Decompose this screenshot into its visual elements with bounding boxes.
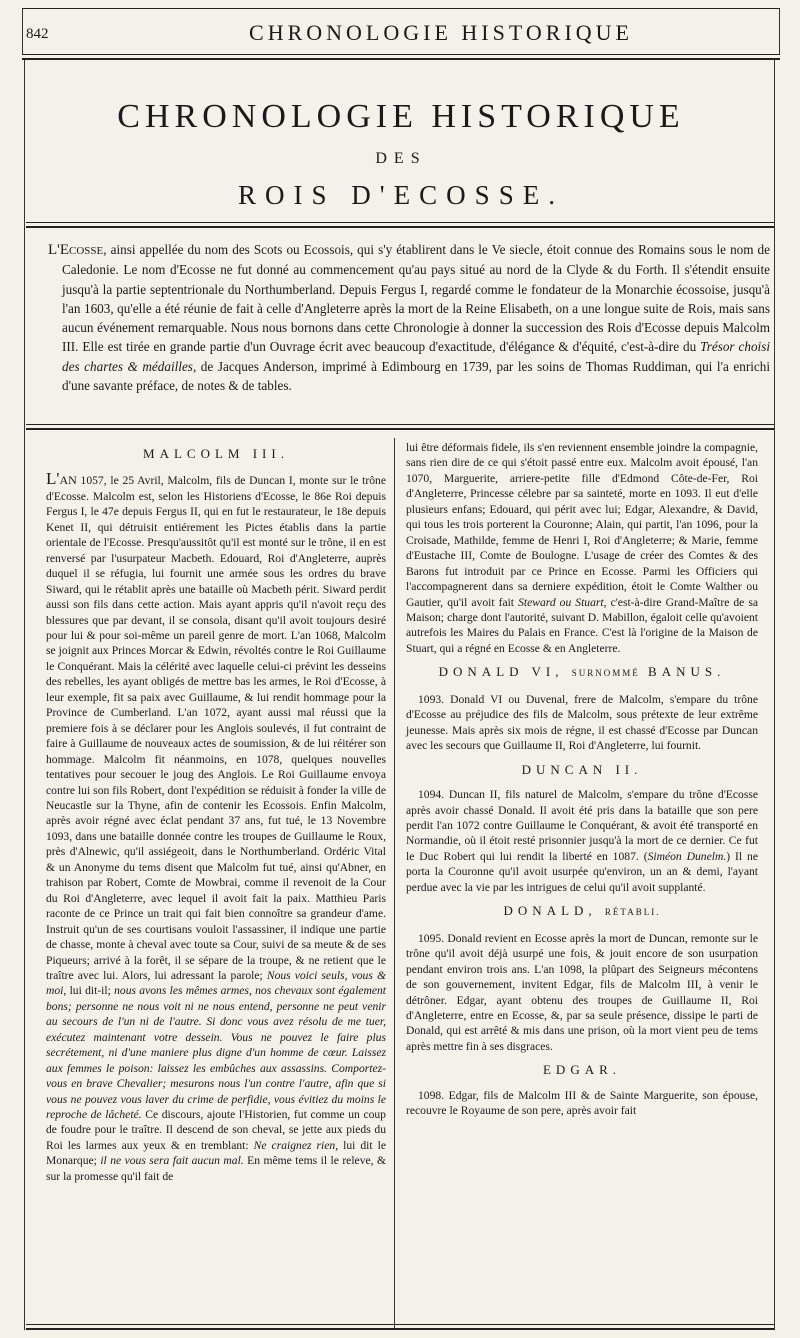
intro-text: , ainsi appellée du nom des Scots ou Ecossois, qui s'y établirent dans le Ve siecle, étoit connue des Romains sous le nom de Caledonie. Le nom d'Ecosse ne fut donné au commencement qu'au pays situé au nord de la Clyde & du Forth. Il s'étendit ensuite jusqu'à la partie septentrionale du Northumberland. Depuis Fergus I, regardé comme le fondateur de la Monarchie écossoise, jusqu'à l'an 1603, qu'elle a été réunie de fait à celle d'Angleterre après la mort de la Reine Elisabeth, on a une longue suite de Rois, mais sans aucun événement remarquable. Nous nous bornons dans cette Chronologie à donner la succession des Rois d'Ecosse depuis Malcolm III. Elle est tirée en grande partie d'un Ouvrage écrit avec beaucoup d'exactitude, d'élégance & d'équité, c'est-à-dire du — [62, 242, 770, 355]
text: ) Il ne porta la Couronne qu'il avoit usurpée qu'environ, un an & demi, l'ayant perdue avec la vie par les intrigues de celui qu'il avoit supplanté. — [406, 849, 758, 894]
frame-left — [24, 60, 25, 1330]
quote: nous avons les mêmes armes, nos chevaux sont également bons; personne ne nous voit ni ne nous entend, personne ne peut venir au secours de l'un ni de l'autre. Si donc vous avez résolu de me tuer, exécutez maintenant votre dessein. Vous ne pouvez le faire plus secrétement, ni d'une maniere plus digne d'un homme de cœur. Laissez aux femmes le poison: laissez les embûches aux assassins. Comportez-vous en brave Chevalier; mesurons nous l'un contre l'autre, afin que si vous ne pouvez vous laver du crime de perfidie, vous évitiez du moins le reproche de lâcheté. — [46, 984, 386, 1122]
header-rule — [22, 54, 780, 60]
heading-text: DONALD, — [503, 903, 597, 919]
quote: il ne vous sera fait aucun mal. — [100, 1154, 244, 1168]
text: lui être déformais fidele, ils s'en reviennent ensemble joindre la compagnie, sans rien dire de ce qui s'étoit passé entre eux. Malcolm avoit épousé, l'an 1070, Marguerite, arriere-petite fille d'Edmond Côte-de-Fer, Roi d'Angleterre, Princesse célebre par sa sainteté, morte en 1093. Il eut d'elle plusieurs enfans; Edouard, qui périt avec lui; Edgar, Alexandre, & David, qui tous les trois porterent la Couronne; Alain, qui partit, l'an 1096, pour la Croisade, Mathilde, femme de Henri I, Roi d'Angleterre; & Marie, femme d'Eustache III, Comte de Boulogne. L'usage de créer des Comtes & des Barons fut introduit par ce Prince en Ecosse. Parmi les Officiers qui l'accompagnerent dans sa derniere expédition, étoit le Comte Walther ou Gautier, qu'il avoit fait — [406, 441, 758, 609]
text: 1057, le 25 Avril, Malcolm, fils de Duncan I, monte sur le trône d'Ecosse. Malcolm est, selon les Historiens d'Ecosse, le 86e Roi depuis Fergus I, le 47e depuis Fergus II, qui en fut le restaurateur, le 18e depuis Kenet II, qui détruisit entiérement les Pictes établis dans la partie orientale de l'Ecosse. Presqu'aussitôt qu'il est monté sur le trône, il en est renversé par l'usurpateur Macbeth. Edouard, Roi d'Angleterre, auprès duquel il se réfugia, lui fournit une armée sous les ordres du brave Siward, qui le rétablit après une bataille où Macbeth périt. Siward perdit aussi son fils dans cette action. Mais ayant appris qu'il n'avoit reçu des blessures que par devant, il se consola, disant qu'il avoit toujours desiré pour lui & pour soi-même un pareil genre de mort. L'an 1068, Malcolm se joignit aux Princes Morcar & Edwin, révoltés contre le Roi Guillaume le Conquérant. Mais la célérité avec laquelle celui-ci prévint les desseins des rebelles, les ayant obligés de mettre bas les armes, le Roi d'Ecosse, à leur exemple, fit sa paix avec Guillaume, & lui rendit hommage pour la Province de Cumberland. L'an 1072, ayant aussi mal réussi que la premiere fois à se déclarer pour les Anglois soulevés, il fut contraint de faire à Guillaume de nouveaux actes de soumission, & de lui réitérer son hommage. Malcolm fit néanmoins, en 1078, quelques nouvelles tentatives pour secouer le joug des Anglois. Le Roi Guillaume envoya contre lui son fils Robert, dont l'expédition se réduisit à fonder la ville de Neucastle sur la Thyne, afin de contenir les Ecossois. Enfin Malcolm, après avoir régné avec éclat pendant 37 ans, fut tué, le 13 Novembre 1093, dans une bataille donnée contre les troupes de Guillaume le Roux, près d'Alnewic, qu'il assiégeoit, dans le Northumberland. Ordéric Vital & un Anonyme du tems disent que Malcolm fut tué, ainsi qu'Abner, en trahison par Robert, Comte de Mowbrai, comme il revenoit de la Cour du Roi d'Angleterre, avec lequel il avoit fait la paix. Matthieu Paris raconte de ce Prince un trait qui fait bien connoître sa grandeur d'ame. Instruit qu'un de ses courtisans vouloit l'assassiner, il indique une partie de chasse, monte à cheval avec toute sa Cour, suivi de sa meute & de ses Piqueurs; arrivé à la forêt, il se sépare de la troupe, & ne retient que le traître avec lui. Alors, lui adressant la parole; — [46, 474, 386, 982]
frame-right — [774, 60, 775, 1330]
text: 1094. Duncan II, fils naturel de Malcolm, s'empare du trône d'Ecosse après avoir chassé Donald. Il avoit été pris dans la bataille que son pere perdit l'an 1072 contre Guillaume le Conquérant, & avoit été transporté en Normandie, où il étoit resté prisonnier jusqu'à la mort de ce dernier. Ce fut le Duc Robert qui lui rendit la liberté en 1087. ( — [406, 788, 758, 863]
quote: Ne craignez rien — [253, 1138, 336, 1152]
donald-paragraph: 1093. Donald VI ou Duvenal, frere de Malcolm, s'empare du trône d'Ecosse au préjudice des fils de Malcolm, sous prétexte de leur extrême jeunesse. Mais après six mois de régne, il est chassé d'Ecosse par Duncan avec les secours que Guillaume II, Roi d'Angleterre, lui fournit. — [406, 692, 758, 753]
intro-paragraph — [48, 240, 770, 395]
emphasis: Steward ou Stuart — [518, 595, 604, 609]
running-title: CHRONOLOGIE HISTORIQUE — [249, 20, 633, 45]
text: Ce discours, ajoute l'Historien, fut comme un coup de foudre pour le traître. Il descend de son cheval, se jette aux pieds du Roi les larmes aux yeux & en tremblant: — [46, 1108, 386, 1152]
right-column — [406, 440, 758, 1127]
heading-donald-vi — [406, 664, 758, 681]
book-page — [22, 8, 780, 1330]
text: , c'est-à-dire Grand-Maître de sa Maison; charge dont l'autorité, suivant D. Mabillon, égaloit celle qu'avoient autrefois les Maires du Palais en France. C'est là l'origine de la Maison de Stuart, qui a régné en Ecosse & en Angleterre. — [406, 595, 758, 655]
bottom-rule — [26, 1324, 774, 1330]
heading-text: DONALD VI, — [438, 664, 564, 680]
top-rule — [22, 8, 780, 9]
edgar-paragraph: 1098. Edgar, fils de Malcolm III & de Sainte Marguerite, son épouse, recouvre le Royaume de son pere, après avoir fait — [406, 1088, 758, 1118]
text: , lui dit-il; — [63, 984, 115, 998]
heading-edgar: EDGAR. — [542, 1062, 622, 1078]
page-number: 842 — [26, 26, 49, 42]
text: En même tems il le releve, & sur la promesse qu'il fait de — [46, 1154, 387, 1183]
paragraph-lead: L'an — [46, 469, 77, 489]
heading-text: RÉTABLI. — [604, 907, 661, 918]
text: , lui dit le Monarque; — [46, 1138, 387, 1168]
left-column — [46, 440, 386, 1192]
heading-text: SURNOMMÉ — [571, 668, 640, 679]
source-title: Trésor choisi des chartes & médailles — [62, 339, 770, 374]
subtitle-rois: ROIS D'ECOSSE. — [238, 180, 564, 210]
main-title: CHRONOLOGIE HISTORIQUE — [117, 98, 685, 135]
running-head — [22, 18, 780, 48]
subtitle-des: DES — [375, 150, 427, 167]
intro-lead: L'Ecosse — [48, 242, 104, 258]
quote: Nous voici seuls, vous & moi — [46, 968, 386, 998]
duncan-paragraph — [406, 787, 758, 895]
heading-duncan-ii: DUNCAN II. — [521, 761, 643, 777]
section-rule — [26, 424, 774, 430]
heading-donald-retabli — [406, 903, 758, 920]
emphasis: Siméon Dunelm. — [647, 849, 727, 863]
column-rule — [394, 438, 395, 1330]
donald-restored-paragraph: 1095. Donald revient en Ecosse après la mort de Duncan, remonte sur le trône qu'il avoit déjà usurpé une fois, & jouit encore de son usurpation pendant environ trois ans. L'an 1098, la plûpart des Seigneurs mécontens de son gouvernement, invitent Edgar, fils de Malcolm III, à venir le détrôner. Edgar, ayant obtenu des troupes de Guillaume II, Roi d'Angleterre, entre en Ecosse, &, par sa seule présence, dissipe le parti de Donald, qui est arrêté & mis dans une prison, où la mort vient peu de tems après mettre fin à ses disgraces. — [406, 931, 758, 1053]
malcolm-continued — [406, 440, 758, 656]
heading-malcolm: MALCOLM III. — [143, 446, 289, 461]
malcolm-paragraph — [46, 471, 386, 1184]
intro-text-end: , de Jacques Anderson, imprimé à Edimbourg en 1739, par les soins de Thomas Ruddiman, qui l'a enrichi d'une savante préface, de notes & de tables. — [62, 358, 770, 394]
title-rule — [26, 222, 774, 228]
heading-text: BANUS. — [648, 664, 726, 680]
